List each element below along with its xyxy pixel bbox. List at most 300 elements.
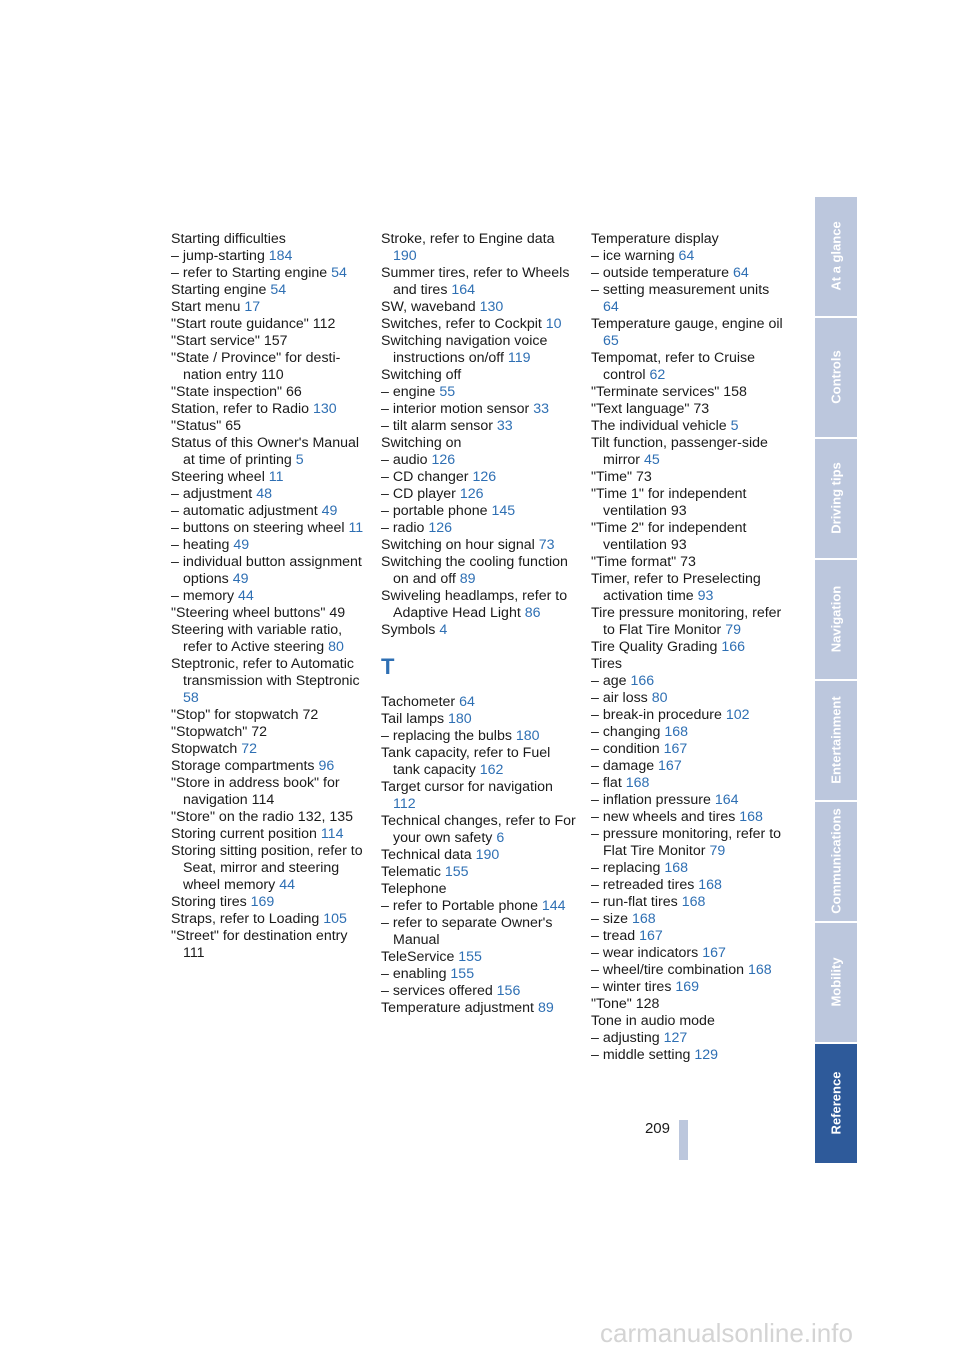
index-entry bbox=[591, 435, 786, 469]
entry-text: – heating bbox=[171, 537, 234, 553]
entry-text: Technical changes, refer to For your own safety bbox=[381, 813, 576, 846]
index-column-3 bbox=[591, 231, 786, 1064]
entry-text: "Start route guidance" 112 bbox=[171, 316, 336, 332]
page-link[interactable]: 54 bbox=[270, 282, 287, 298]
page-link[interactable]: 168 bbox=[664, 860, 689, 876]
index-entry bbox=[381, 813, 576, 847]
page-link[interactable]: 96 bbox=[318, 758, 335, 774]
entry-text: "State inspection" 66 bbox=[171, 384, 302, 400]
entry-text: "Tone" 128 bbox=[591, 996, 660, 1012]
index-entry bbox=[591, 1047, 786, 1064]
page-link[interactable]: 64 bbox=[603, 299, 619, 315]
index-entry bbox=[171, 894, 366, 911]
page-link[interactable]: 11 bbox=[268, 469, 284, 485]
entry-text: – refer to Portable phone bbox=[381, 898, 542, 914]
index-entry bbox=[171, 418, 366, 435]
entry-text: "Street" for destination entry 111 bbox=[171, 928, 348, 961]
page-link[interactable]: 48 bbox=[256, 486, 272, 502]
entry-text: "Stopwatch" 72 bbox=[171, 724, 268, 740]
page-link[interactable]: 126 bbox=[431, 452, 456, 468]
page-link[interactable]: 93 bbox=[697, 588, 714, 604]
entry-text: Technical data bbox=[381, 847, 476, 863]
entry-text: – air loss bbox=[591, 690, 652, 706]
index-entry bbox=[591, 673, 786, 690]
index-entry bbox=[591, 282, 786, 316]
entry-text: – inflation pressure bbox=[591, 792, 715, 808]
entry-text: "Stop" for stopwatch 72 bbox=[171, 707, 319, 723]
entry-text: Tilt function, passenger-side mirror bbox=[591, 435, 768, 468]
page-link[interactable]: 168 bbox=[664, 724, 689, 740]
index-entry bbox=[171, 707, 366, 724]
index-entry bbox=[381, 779, 576, 813]
entry-text: Tempomat, refer to Cruise control bbox=[591, 350, 756, 383]
index-entry bbox=[171, 282, 366, 299]
index-entry bbox=[591, 911, 786, 928]
page-link[interactable]: 190 bbox=[393, 248, 417, 264]
page-link[interactable]: 168 bbox=[632, 911, 656, 927]
page-link[interactable]: 167 bbox=[702, 945, 726, 961]
index-entry bbox=[381, 537, 576, 554]
entry-text: – ice warning bbox=[591, 248, 679, 264]
index-entry bbox=[381, 711, 576, 728]
entry-text: The individual vehicle bbox=[591, 418, 731, 434]
page-link[interactable]: 49 bbox=[321, 503, 338, 519]
page-link[interactable]: 166 bbox=[721, 639, 746, 655]
tab-label: Driving tips bbox=[828, 462, 844, 535]
entry-text: Start menu bbox=[171, 299, 245, 315]
index-entry bbox=[171, 231, 366, 248]
page-link[interactable]: 167 bbox=[639, 928, 663, 944]
page-link[interactable]: 89 bbox=[459, 571, 476, 587]
tab-label: Mobility bbox=[828, 957, 844, 1007]
page-link[interactable]: 126 bbox=[428, 520, 452, 536]
index-entry bbox=[171, 724, 366, 741]
entry-text: Switches, refer to Cockpit bbox=[381, 316, 546, 332]
index-entry bbox=[591, 265, 786, 282]
page-link[interactable]: 6 bbox=[496, 830, 505, 846]
index-entry bbox=[591, 1030, 786, 1047]
entry-text: – buttons on steering wheel bbox=[171, 520, 349, 536]
tab-driving-tips[interactable] bbox=[815, 439, 857, 558]
page-link[interactable]: 79 bbox=[725, 622, 741, 638]
page-link[interactable]: 4 bbox=[439, 622, 448, 638]
entry-text: "State / Province" for desti-nation entry 110 bbox=[171, 350, 341, 383]
index-entry bbox=[171, 741, 366, 758]
index-entry bbox=[171, 588, 366, 605]
index-entry bbox=[381, 265, 576, 299]
entry-text: Switching on hour signal bbox=[381, 537, 539, 553]
entry-text: – size bbox=[591, 911, 633, 927]
entry-text: Switching the cooling function on and off bbox=[381, 554, 568, 587]
index-entry bbox=[591, 605, 786, 639]
index-entry bbox=[591, 248, 786, 265]
entry-text: – automatic adjustment bbox=[171, 503, 322, 519]
entry-text: – pressure monitoring, refer to Flat Tire Monitor bbox=[591, 826, 782, 859]
entry-text: – radio bbox=[381, 520, 429, 536]
page-link[interactable]: 33 bbox=[533, 401, 549, 417]
page-link[interactable]: 105 bbox=[323, 911, 347, 927]
entry-text: Summer tires, refer to Wheels and tires bbox=[381, 265, 570, 298]
index-entry bbox=[381, 694, 576, 711]
page-link[interactable]: 64 bbox=[678, 248, 695, 264]
page-link[interactable]: 155 bbox=[450, 966, 475, 982]
page-link[interactable]: 168 bbox=[739, 809, 763, 825]
tab-controls[interactable] bbox=[815, 318, 857, 437]
page-link[interactable]: 169 bbox=[675, 979, 700, 995]
index-entry bbox=[171, 248, 366, 265]
page-link[interactable]: 126 bbox=[472, 469, 497, 485]
index-entry bbox=[591, 979, 786, 996]
entry-text: Telematic bbox=[381, 864, 445, 880]
entry-text: Status of this Owner's Manual at time of printing bbox=[171, 435, 360, 468]
entry-text: – audio bbox=[381, 452, 432, 468]
entry-text: Tone in audio mode bbox=[591, 1013, 715, 1029]
index-entry bbox=[171, 843, 366, 894]
index-entry bbox=[591, 350, 786, 384]
entry-text: Temperature adjustment bbox=[381, 1000, 538, 1016]
page-link[interactable]: 54 bbox=[331, 265, 347, 281]
index-entry bbox=[171, 299, 366, 316]
page-link[interactable]: 190 bbox=[475, 847, 500, 863]
index-entry bbox=[171, 911, 366, 928]
index-column-2 bbox=[381, 231, 576, 1017]
entry-text: – condition bbox=[591, 741, 664, 757]
index-entry bbox=[591, 945, 786, 962]
index-entry bbox=[591, 962, 786, 979]
index-entry bbox=[381, 588, 576, 622]
index-entry bbox=[171, 809, 366, 826]
index-entry bbox=[591, 520, 786, 554]
entry-text: Tire pressure monitoring, refer to Flat Tire Monitor bbox=[591, 605, 782, 638]
page-link[interactable]: 127 bbox=[663, 1030, 688, 1046]
index-entry bbox=[381, 316, 576, 333]
index-entry bbox=[171, 554, 366, 588]
page-link[interactable]: 64 bbox=[732, 265, 749, 281]
entry-text: – enabling bbox=[381, 966, 451, 982]
entry-text: – winter tires bbox=[591, 979, 676, 995]
page-link[interactable]: 130 bbox=[479, 299, 504, 315]
page-link[interactable]: 80 bbox=[651, 690, 668, 706]
entry-text: – outside temperature bbox=[591, 265, 733, 281]
entry-text: TeleService bbox=[381, 949, 459, 965]
page-link[interactable]: 184 bbox=[268, 248, 293, 264]
entry-text: – middle setting bbox=[591, 1047, 695, 1063]
index-entry bbox=[591, 401, 786, 418]
index-entry bbox=[381, 728, 576, 745]
page-link[interactable]: 49 bbox=[233, 537, 250, 553]
page-link[interactable]: 164 bbox=[714, 792, 739, 808]
entry-text: – individual button assignment options bbox=[171, 554, 362, 587]
index-entry bbox=[171, 333, 366, 350]
page-link[interactable]: 162 bbox=[479, 762, 504, 778]
entry-text: Tank capacity, refer to Fuel tank capacity bbox=[381, 745, 551, 778]
index-entry bbox=[381, 949, 576, 966]
index-entry bbox=[381, 333, 576, 367]
entry-text: Tail lamps bbox=[381, 711, 449, 727]
entry-text: Stopwatch bbox=[171, 741, 242, 757]
index-entry bbox=[171, 826, 366, 843]
tab-reference[interactable] bbox=[815, 1044, 857, 1163]
index-entry bbox=[381, 384, 576, 401]
entry-text: – memory bbox=[171, 588, 239, 604]
entry-text: – setting measurement units bbox=[591, 282, 770, 298]
tab-label: Navigation bbox=[828, 586, 844, 653]
index-entry bbox=[591, 639, 786, 656]
index-entry bbox=[381, 503, 576, 520]
entry-text: SW, waveband bbox=[381, 299, 480, 315]
index-entry bbox=[591, 469, 786, 486]
index-entry bbox=[381, 966, 576, 983]
entry-text: Symbols bbox=[381, 622, 440, 638]
index-group-t bbox=[381, 694, 576, 1017]
index-entry bbox=[381, 418, 576, 435]
entry-text: Temperature gauge, engine oil bbox=[591, 316, 783, 332]
page-link[interactable]: 79 bbox=[709, 843, 726, 859]
page-link[interactable]: 169 bbox=[250, 894, 275, 910]
entry-text: – interior motion sensor bbox=[381, 401, 534, 417]
index-entry bbox=[171, 486, 366, 503]
index-entry bbox=[171, 265, 366, 282]
entry-text: – wear indicators bbox=[591, 945, 703, 961]
entry-text: – replacing bbox=[591, 860, 665, 876]
entry-text: "Steering wheel buttons" 49 bbox=[171, 605, 346, 621]
entry-text: – retreaded tires bbox=[591, 877, 699, 893]
entry-text: Stroke, refer to Engine data bbox=[381, 231, 555, 247]
index-entry bbox=[591, 741, 786, 758]
index-entry bbox=[591, 384, 786, 401]
tab-mobility[interactable] bbox=[815, 923, 857, 1042]
page-link[interactable]: 130 bbox=[312, 401, 337, 417]
index-entry bbox=[591, 690, 786, 707]
entry-text: Switching navigation voice instructions on/off bbox=[381, 333, 548, 366]
index-entry bbox=[591, 792, 786, 809]
index-entry bbox=[591, 809, 786, 826]
entry-text: "Time 2" for independent ventilation 93 bbox=[591, 520, 747, 553]
index-entry bbox=[171, 503, 366, 520]
page-link[interactable]: 180 bbox=[448, 711, 472, 727]
tab-label: Reference bbox=[828, 1071, 844, 1135]
page-link[interactable]: 62 bbox=[649, 367, 666, 383]
entry-text: "Time format" 73 bbox=[591, 554, 696, 570]
index-entry bbox=[381, 469, 576, 486]
index-entry bbox=[591, 775, 786, 792]
index-entry bbox=[591, 418, 786, 435]
page-link[interactable]: 5 bbox=[730, 418, 739, 434]
entry-text: – adjustment bbox=[171, 486, 257, 502]
entry-text: Steptronic, refer to Automatic transmission with Steptronic bbox=[171, 656, 360, 689]
index-entry bbox=[381, 435, 576, 452]
entry-text: Telephone bbox=[381, 881, 447, 897]
index-entry bbox=[171, 656, 366, 707]
page-link[interactable]: 73 bbox=[538, 537, 555, 553]
entry-text: Switching off bbox=[381, 367, 462, 383]
index-entry bbox=[171, 622, 366, 656]
index-entry bbox=[381, 622, 576, 639]
tab-label: Communications bbox=[828, 808, 844, 914]
entry-text: Storing sitting position, refer to Seat, mirror and steering wheel memory bbox=[171, 843, 363, 893]
tab-navigation[interactable] bbox=[815, 560, 857, 679]
index-entry bbox=[381, 520, 576, 537]
index-entry bbox=[381, 915, 576, 949]
page-link[interactable]: 168 bbox=[698, 877, 722, 893]
entry-text: "Status" 65 bbox=[171, 418, 242, 434]
page-link[interactable]: 86 bbox=[524, 605, 541, 621]
page-link[interactable]: 64 bbox=[459, 694, 475, 710]
index-entry bbox=[381, 864, 576, 881]
page-link[interactable]: 126 bbox=[459, 486, 484, 502]
index-entry bbox=[171, 605, 366, 622]
index-entry bbox=[171, 928, 366, 962]
entry-text: "Terminate services" 158 bbox=[591, 384, 747, 400]
page-link[interactable]: 167 bbox=[663, 741, 688, 757]
index-entry bbox=[171, 401, 366, 418]
index-entry bbox=[171, 350, 366, 384]
index-entry bbox=[381, 486, 576, 503]
page-link[interactable]: 119 bbox=[507, 350, 531, 366]
page-link[interactable]: 45 bbox=[643, 452, 660, 468]
entry-text: "Time" 73 bbox=[591, 469, 652, 485]
page-link[interactable]: 33 bbox=[496, 418, 513, 434]
index-entry bbox=[591, 231, 786, 248]
index-entry bbox=[171, 316, 366, 333]
index-entry bbox=[591, 724, 786, 741]
index-entry bbox=[591, 486, 786, 520]
index-entry bbox=[381, 299, 576, 316]
page-link[interactable]: 156 bbox=[496, 983, 521, 999]
entry-text: – damage bbox=[591, 758, 659, 774]
index-entry bbox=[171, 775, 366, 809]
index-entry bbox=[591, 877, 786, 894]
watermark: carmanualsonline.info bbox=[600, 1318, 853, 1348]
entry-text: – refer to Starting engine bbox=[171, 265, 332, 281]
entry-text: – changing bbox=[591, 724, 665, 740]
entry-text: Storing current position bbox=[171, 826, 321, 842]
page-link[interactable]: 44 bbox=[238, 588, 254, 604]
index-entry bbox=[591, 860, 786, 877]
index-entry bbox=[591, 758, 786, 775]
entry-text: – tilt alarm sensor bbox=[381, 418, 497, 434]
tab-entertainment[interactable] bbox=[815, 681, 857, 800]
entry-text: – engine bbox=[381, 384, 440, 400]
index-entry bbox=[171, 384, 366, 401]
page-marker-bar bbox=[679, 1120, 688, 1160]
entry-text: "Store" on the radio 132, 135 bbox=[171, 809, 354, 825]
page-link[interactable]: 168 bbox=[747, 962, 772, 978]
page-link[interactable]: 164 bbox=[451, 282, 476, 298]
page-link[interactable]: 17 bbox=[244, 299, 261, 315]
section-tabs bbox=[815, 197, 857, 1165]
index-entry bbox=[381, 401, 576, 418]
tab-label: Controls bbox=[828, 350, 844, 404]
index-entry bbox=[591, 707, 786, 724]
page-link[interactable]: 5 bbox=[295, 452, 304, 468]
tab-label: At a glance bbox=[828, 221, 844, 291]
page-link[interactable]: 112 bbox=[393, 796, 416, 812]
entry-text: – services offered bbox=[381, 983, 497, 999]
page-link[interactable]: 180 bbox=[515, 728, 540, 744]
entry-text: Storing tires bbox=[171, 894, 251, 910]
entry-text: Temperature display bbox=[591, 231, 719, 247]
page-link[interactable]: 167 bbox=[658, 758, 682, 774]
index-entry bbox=[171, 435, 366, 469]
index-entry bbox=[171, 537, 366, 554]
tab-at-a-glance[interactable] bbox=[815, 197, 857, 316]
index-entry bbox=[591, 894, 786, 911]
index-entry bbox=[591, 996, 786, 1013]
entry-text: Target cursor for navigation bbox=[381, 779, 553, 795]
page-link[interactable]: 65 bbox=[603, 333, 619, 349]
page-link[interactable]: 44 bbox=[279, 877, 295, 893]
page-link[interactable]: 168 bbox=[625, 775, 650, 791]
page-link[interactable]: 58 bbox=[183, 690, 199, 706]
index-entry bbox=[591, 656, 786, 673]
entry-text: – portable phone bbox=[381, 503, 492, 519]
tab-label: Entertainment bbox=[828, 696, 844, 784]
entry-text: Steering with variable ratio, refer to Active steering bbox=[171, 622, 343, 655]
index-entry bbox=[381, 745, 576, 779]
entry-text: Station, refer to Radio bbox=[171, 401, 313, 417]
entry-text: "Start service" 157 bbox=[171, 333, 288, 349]
index-entry bbox=[171, 520, 366, 537]
entry-text: Straps, refer to Loading bbox=[171, 911, 324, 927]
entry-text: – CD changer bbox=[381, 469, 473, 485]
page-link[interactable]: 10 bbox=[545, 316, 562, 332]
entry-text: – adjusting bbox=[591, 1030, 664, 1046]
page-link[interactable]: 166 bbox=[630, 673, 655, 689]
entry-text: "Time 1" for independent ventilation 93 bbox=[591, 486, 747, 519]
entry-text: – replacing the bulbs bbox=[381, 728, 516, 744]
index-entry bbox=[591, 571, 786, 605]
page-link[interactable]: 49 bbox=[232, 571, 249, 587]
entry-text: – CD player bbox=[381, 486, 460, 502]
entry-text: "Text language" 73 bbox=[591, 401, 710, 417]
index-entry bbox=[591, 928, 786, 945]
index-entry bbox=[591, 826, 786, 860]
entry-text: – flat bbox=[591, 775, 626, 791]
page-link[interactable]: 80 bbox=[328, 639, 344, 655]
entry-text: Tire Quality Grading bbox=[591, 639, 722, 655]
page-link[interactable]: 55 bbox=[439, 384, 456, 400]
page-link[interactable]: 145 bbox=[491, 503, 516, 519]
page-link[interactable]: 89 bbox=[537, 1000, 554, 1016]
index-entry bbox=[171, 469, 366, 486]
index-entry bbox=[591, 554, 786, 571]
entry-text: Steering wheel bbox=[171, 469, 269, 485]
page-link[interactable]: 102 bbox=[725, 707, 750, 723]
page-link[interactable]: 155 bbox=[444, 864, 469, 880]
entry-text: – jump-starting bbox=[171, 248, 269, 264]
index-group-s bbox=[381, 231, 576, 639]
entry-text: – tread bbox=[591, 928, 640, 944]
page-link[interactable]: 155 bbox=[458, 949, 482, 965]
entry-text: Starting engine bbox=[171, 282, 271, 298]
index-entry bbox=[381, 983, 576, 1000]
entry-text: – new wheels and tires bbox=[591, 809, 740, 825]
page-link[interactable]: 168 bbox=[681, 894, 706, 910]
entry-text: Storage compartments bbox=[171, 758, 319, 774]
page-link[interactable]: 144 bbox=[541, 898, 566, 914]
page-number: 209 bbox=[644, 1120, 670, 1137]
page-link[interactable]: 129 bbox=[694, 1047, 718, 1063]
page-link[interactable]: 11 bbox=[348, 520, 364, 536]
page-link[interactable]: 72 bbox=[241, 741, 257, 757]
page-link[interactable]: 114 bbox=[320, 826, 344, 842]
section-letter-t: T bbox=[381, 654, 395, 679]
index-entry bbox=[381, 847, 576, 864]
entry-text: Starting difficulties bbox=[171, 231, 286, 247]
tab-communications[interactable] bbox=[815, 802, 857, 921]
entry-text: Timer, refer to Preselecting activation time bbox=[591, 571, 761, 604]
